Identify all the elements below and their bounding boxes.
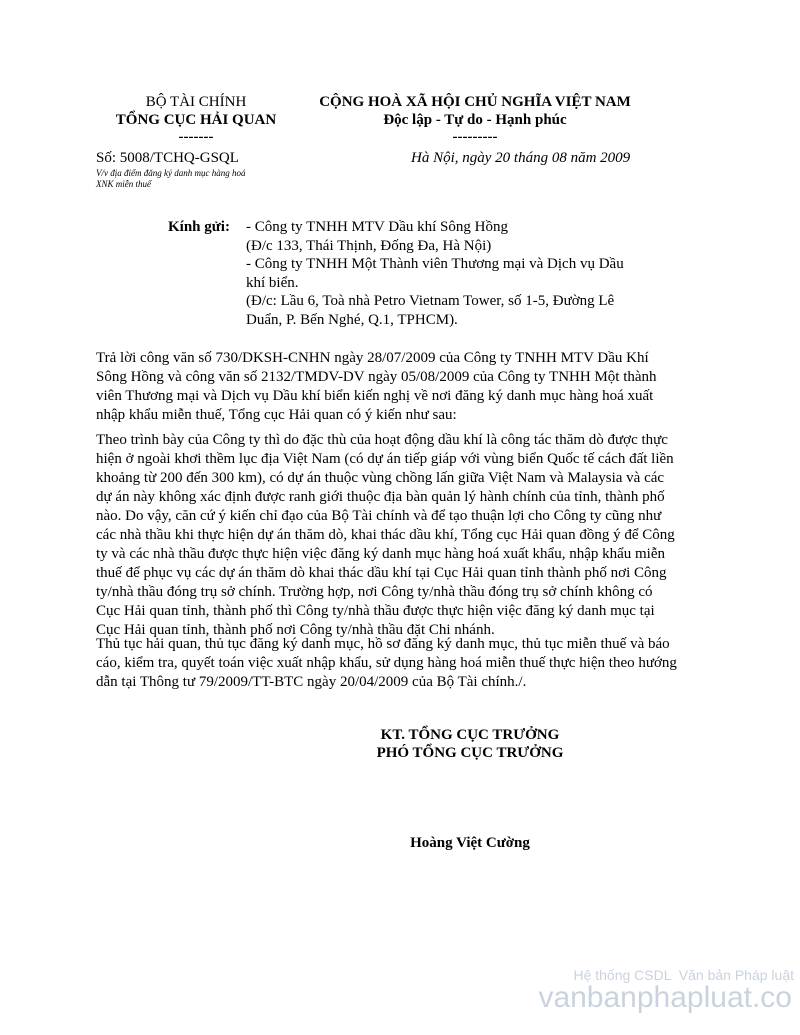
body-paragraph-1 bbox=[96, 349, 706, 425]
text-line: ty/nhà thầu đóng trụ sở chính. Trường hợp, nơi Công ty/nhà thầu đóng trụ sở chính không có bbox=[96, 584, 653, 600]
watermark-line-2: vanbanphapluat.co bbox=[538, 981, 792, 1014]
text-line: Thủ tục hải quan, thủ tục đăng ký danh mục, hồ sơ đăng ký danh mục, thủ tục miễn thuế và báo bbox=[96, 636, 670, 652]
ministry-name: BỘ TÀI CHÍNH bbox=[145, 94, 247, 110]
recipient-line: (Đ/c: Lầu 6, Toà nhà Petro Vietnam Tower, số 1-5, Đường Lê bbox=[246, 293, 615, 310]
text-line: hiện ở ngoài khơi thềm lục địa Việt Nam (có dự án tiếp giáp với vùng biển Quốc tế cách đất liền bbox=[96, 451, 674, 467]
text-line: Cục Hải quan tỉnh, thành phố thì Công ty/nhà thầu được thực hiện việc đăng ký danh mục tại bbox=[96, 603, 655, 619]
text-line: khoảng từ 200 đến 300 km), có dự án thuộc vùng chồng lấn giữa Việt Nam và Malaysia và các bbox=[96, 470, 665, 486]
place-date: Hà Nội, ngày 20 tháng 08 năm 2009 bbox=[411, 150, 631, 166]
document-number: Số: 5008/TCHQ-GSQL bbox=[96, 150, 239, 166]
watermark-line-1: Hệ thống CSDL Văn bản Pháp luật bbox=[573, 967, 794, 983]
left-separator: ------- bbox=[178, 129, 214, 145]
signature-title-1: KT. TỔNG CỤC TRƯỞNG bbox=[380, 727, 560, 743]
text-line: nhập khẩu miễn thuế, Tổng cục Hải quan có ý kiến như sau: bbox=[96, 407, 457, 423]
body-paragraph-3 bbox=[96, 635, 706, 692]
motto: Độc lập - Tự do - Hạnh phúc bbox=[383, 112, 567, 128]
text-line: Cục Hải quan tỉnh, thành phố nơi Công ty/nhà thầu đặt Chi nhánh. bbox=[96, 622, 495, 638]
text-line: cáo, kiểm tra, quyết toán việc xuất nhập khẩu, sử dụng hàng hoá miễn thuế thực hiện theo hướng bbox=[96, 655, 677, 671]
text-line: Sông Hồng và công văn số 2132/TMDV-DV ngày 05/08/2009 của Công ty TNHH Một thành bbox=[96, 369, 657, 385]
recipient-line: khí biển. bbox=[246, 274, 299, 291]
subject-line-1: V/v địa điểm đăng ký danh mục hàng hoá bbox=[96, 168, 246, 178]
right-separator: --------- bbox=[452, 129, 498, 145]
department-name: TỔNG CỤC HẢI QUAN bbox=[115, 112, 277, 128]
recipient-line: Duẩn, P. Bến Nghé, Q.1, TPHCM). bbox=[246, 311, 458, 328]
subject-line-2: XNK miễn thuế bbox=[96, 179, 151, 189]
nation-title: CỘNG HOÀ XÃ HỘI CHỦ NGHĨA VIỆT NAM bbox=[319, 94, 631, 110]
recipients-list bbox=[246, 218, 666, 330]
text-line: nào. Do vậy, căn cứ ý kiến chỉ đạo của Bộ Tài chính và để tạo thuận lợi cho Công ty cũng như bbox=[96, 508, 662, 524]
text-line: viên Thương mại và Dịch vụ Dầu khí biển kiến nghị về nơi đăng ký danh mục hàng hoá xuất bbox=[96, 388, 654, 404]
text-line: các nhà thầu khi thực hiện dự án thăm dò, khai thác dầu khí, Tổng cục Hải quan đồng ý để Công bbox=[96, 527, 675, 543]
recipients-label: Kính gửi: bbox=[168, 219, 230, 235]
signature-title-2: PHÓ TỔNG CỤC TRƯỞNG bbox=[376, 745, 564, 761]
body-paragraph-2 bbox=[96, 431, 706, 640]
text-line: dự án này không xác định được ranh giới thuộc địa bàn quản lý hành chính của tỉnh, thành phố bbox=[96, 489, 665, 505]
recipient-line: - Công ty TNHH MTV Dầu khí Sông Hồng bbox=[246, 219, 508, 235]
text-line: Theo trình bày của Công ty thì do đặc thù của hoạt động dầu khí là công tác thăm dò được thực bbox=[96, 432, 668, 448]
signer-name: Hoàng Việt Cường bbox=[410, 835, 530, 851]
text-line: dẫn tại Thông tư 79/2009/TT-BTC ngày 20/04/2009 của Bộ Tài chính./. bbox=[96, 674, 527, 690]
text-line: Trả lời công văn số 730/DKSH-CNHN ngày 28/07/2009 của Công ty TNHH MTV Dầu Khí bbox=[96, 350, 649, 366]
recipient-line: (Đ/c 133, Thái Thịnh, Đống Đa, Hà Nội) bbox=[246, 237, 492, 254]
text-line: ty và các nhà thầu được thực hiện việc đăng ký danh mục hàng hoá xuất khẩu, nhập khẩu miễn bbox=[96, 546, 666, 562]
text-line: thuế để phục vụ các dự án thăm dò khai thác dầu khí tại Cục Hải quan tỉnh thành phố nơi Công bbox=[96, 565, 667, 581]
recipient-line: - Công ty TNHH Một Thành viên Thương mại và Dịch vụ Dầu bbox=[246, 256, 624, 273]
